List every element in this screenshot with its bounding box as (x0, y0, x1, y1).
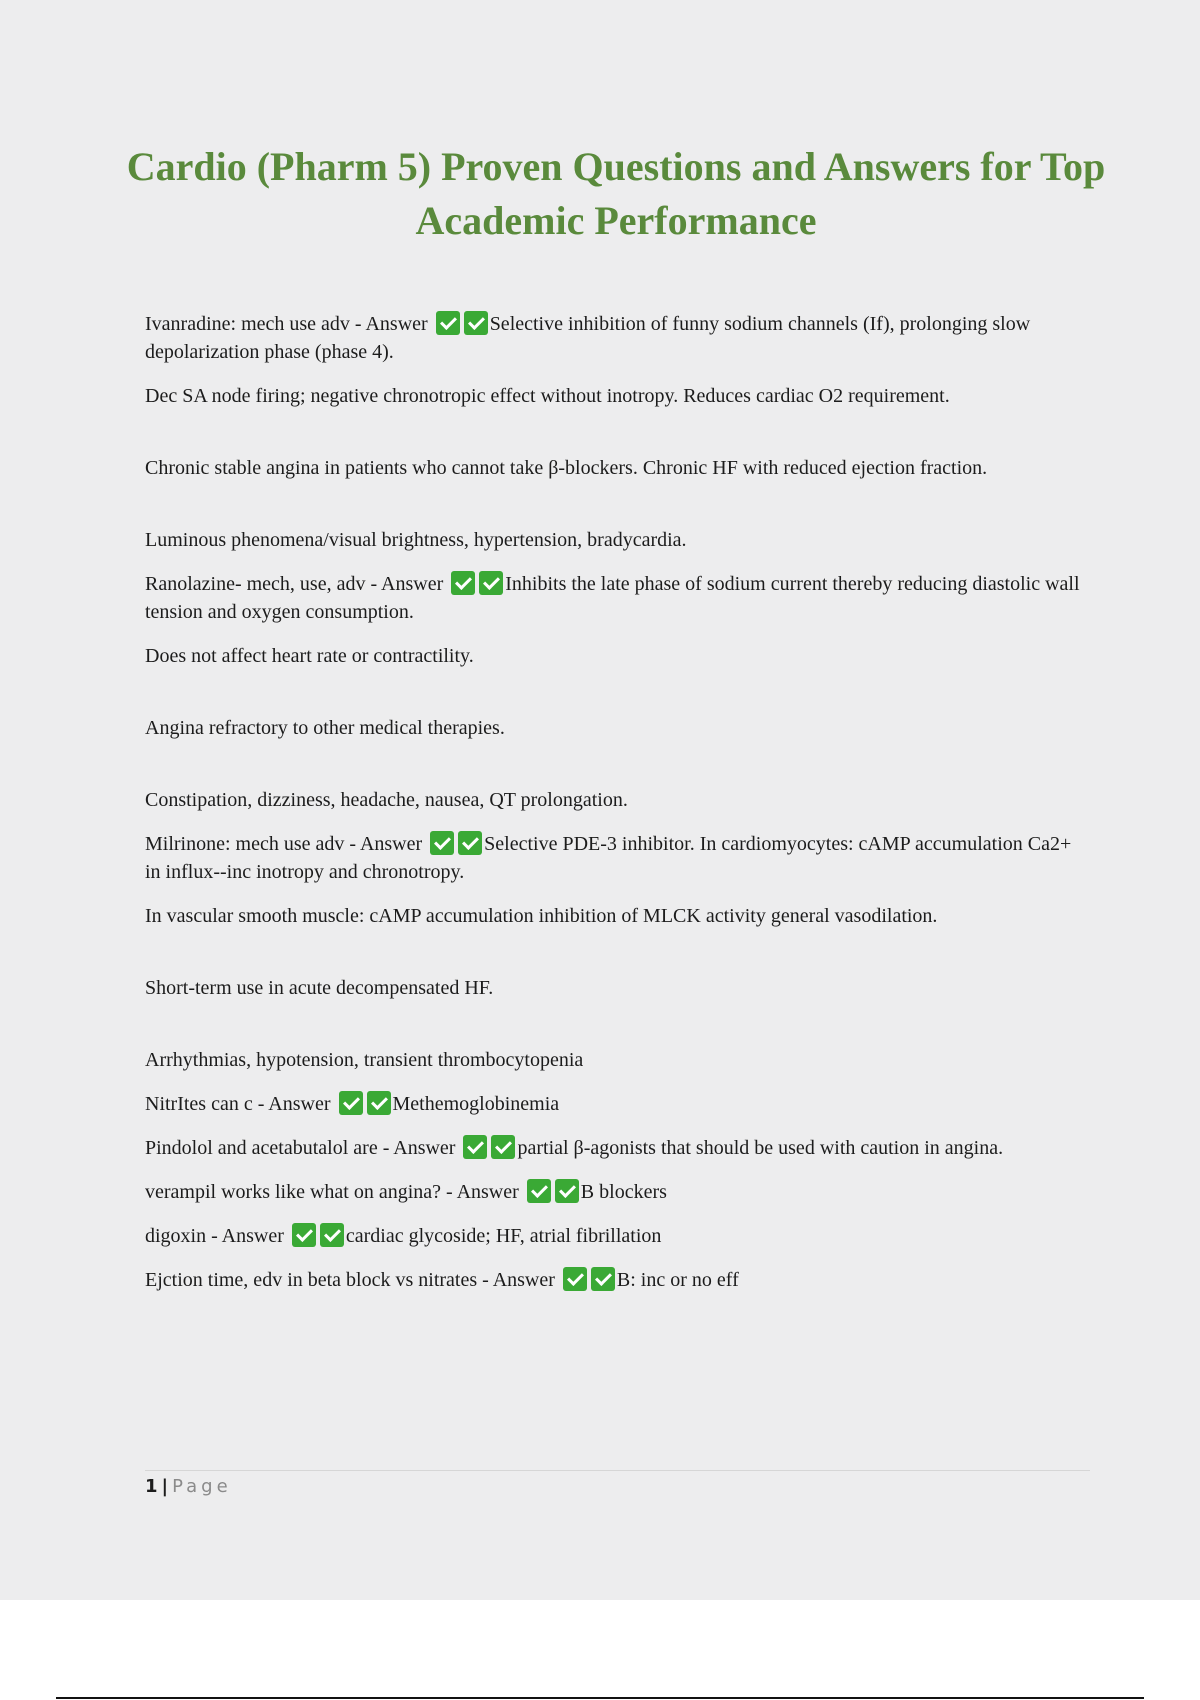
bottom-divider (56, 1697, 1144, 1699)
footer-separator: | (161, 1476, 169, 1497)
paragraph-text: Arrhythmias, hypotension, transient thrombocytopenia (145, 1049, 584, 1071)
qa-paragraph (145, 1134, 1085, 1162)
page-number: 1 (145, 1476, 158, 1497)
check-mark-icon (430, 831, 454, 855)
answer-text: Selective PDE-3 inhibitor. In cardiomyocytes: cAMP accumulation Ca2+ in influx--inc inotropy and chronotropy. (145, 833, 1072, 883)
qa-paragraph (145, 786, 1085, 814)
check-mark-icon (463, 1135, 487, 1159)
check-mark-icon (555, 1179, 579, 1203)
paragraph-text: verampil works like what on angina? - Answer (145, 1181, 519, 1203)
check-mark-icon (591, 1267, 615, 1291)
next-page-margin (0, 1600, 1200, 1700)
answer-text: B: inc or no eff (616, 1269, 739, 1291)
qa-paragraph (145, 310, 1085, 366)
paragraph-text: Luminous phenomena/visual brightness, hypertension, bradycardia. (145, 529, 687, 551)
check-mark-icon (527, 1179, 551, 1203)
paragraph-text: Chronic stable angina in patients who cannot take β-blockers. Chronic HF with reduced ejection fraction. (145, 457, 988, 479)
check-mark-icon (320, 1223, 344, 1247)
qa-paragraph (145, 570, 1085, 626)
check-mark-icon (464, 311, 488, 335)
qa-paragraph (145, 830, 1085, 886)
qa-paragraph (145, 1222, 1085, 1250)
qa-paragraph (145, 1046, 1085, 1074)
qa-paragraph (145, 974, 1085, 1002)
qa-paragraph (145, 1178, 1085, 1206)
check-mark-icon (339, 1091, 363, 1115)
qa-paragraph (145, 902, 1085, 930)
paragraph-text: Short-term use in acute decompensated HF. (145, 977, 494, 999)
qa-paragraph (145, 526, 1085, 554)
qa-paragraph (145, 454, 1085, 482)
check-mark-icon (491, 1135, 515, 1159)
qa-paragraph (145, 1266, 1085, 1294)
footer-divider (145, 1470, 1090, 1471)
paragraph-text: Dec SA node firing; negative chronotropic effect without inotropy. Reduces cardiac O2 requirement. (145, 385, 950, 407)
paragraph-text: Pindolol and acetabutalol are - Answer (145, 1137, 456, 1159)
paragraph-text: digoxin - Answer (145, 1225, 284, 1247)
check-mark-icon (458, 831, 482, 855)
document-body (145, 310, 1085, 1310)
answer-text: Inhibits the late phase of sodium current thereby reducing diastolic wall tension and oxygen consumption. (145, 573, 1080, 623)
paragraph-text: In vascular smooth muscle: cAMP accumulation inhibition of MLCK activity general vasodilation. (145, 905, 938, 927)
check-mark-icon (451, 571, 475, 595)
paragraph-text: Ivanradine: mech use adv - Answer (145, 313, 428, 335)
qa-paragraph (145, 714, 1085, 742)
answer-text: Selective inhibition of funny sodium channels (If), prolonging slow depolarization phase (phase 4). (145, 313, 1031, 363)
document-title: Cardio (Pharm 5) Proven Questions and Answers for Top Academic Performance (126, 144, 1106, 243)
paragraph-text: Ejction time, edv in beta block vs nitrates - Answer (145, 1269, 555, 1291)
qa-paragraph (145, 382, 1085, 410)
paragraph-text: Ranolazine- mech, use, adv - Answer (145, 573, 444, 595)
paragraph-text: Milrinone: mech use adv - Answer (145, 833, 423, 855)
qa-paragraph (145, 1090, 1085, 1118)
page-footer (145, 1474, 232, 1500)
paragraph-text: Constipation, dizziness, headache, nausea, QT prolongation. (145, 789, 628, 811)
check-mark-icon (563, 1267, 587, 1291)
check-mark-icon (367, 1091, 391, 1115)
paragraph-text: Angina refractory to other medical therapies. (145, 717, 505, 739)
qa-paragraph (145, 642, 1085, 670)
paragraph-text: NitrItes can c - Answer (145, 1093, 331, 1115)
check-mark-icon (292, 1223, 316, 1247)
check-mark-icon (436, 311, 460, 335)
page-label: Page (172, 1476, 232, 1497)
answer-text: B blockers (580, 1181, 667, 1203)
answer-text: cardiac glycoside; HF, atrial fibrillation (345, 1225, 662, 1247)
paragraph-text: Does not affect heart rate or contractility. (145, 645, 474, 667)
answer-text: partial β-agonists that should be used with caution in angina. (517, 1137, 1004, 1159)
check-mark-icon (479, 571, 503, 595)
answer-text: Methemoglobinemia (392, 1093, 560, 1115)
